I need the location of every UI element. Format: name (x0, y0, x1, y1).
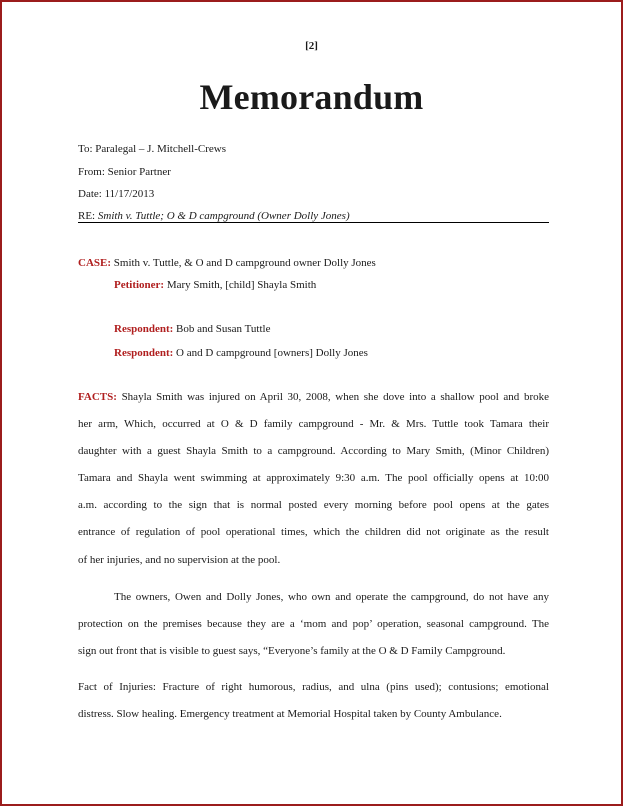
respondent-line-2 (114, 347, 368, 359)
memo-re (78, 210, 350, 222)
owners-text-line: sign out front that is visible to guest says, “Everyone’s family at the O & D Family Campground. (78, 645, 506, 657)
page-number: [2] (305, 40, 318, 52)
header-divider (78, 222, 549, 223)
respondent-line-1 (114, 323, 270, 335)
memo-from: From: Senior Partner (78, 166, 171, 178)
owners-text-line: protection on the premises because they are a ‘mom and pop’ operation, seasonal campground. The (78, 618, 549, 630)
injuries-text-line: Fact of Injuries: Fracture of right humorous, radius, and ulna (pins used); contusions; emotional (78, 681, 549, 693)
respondent-label-1: Respondent: (114, 323, 174, 335)
case-line (78, 257, 376, 269)
case-label: CASE: (78, 257, 112, 269)
memo-title: Memorandum (199, 77, 424, 117)
petitioner-text: Mary Smith, [child] Shayla Smith (164, 279, 317, 291)
facts-text-line: Tamara and Shayla went swimming at approximately 9:30 a.m. The pool officially opens at 10:00 (78, 472, 549, 484)
respondent-label-2: Respondent: (114, 347, 174, 359)
memo-date: Date: 11/17/2013 (78, 188, 155, 200)
respondent-text-1: Bob and Susan Tuttle (173, 323, 271, 335)
owners-text-line: The owners, Owen and Dolly Jones, who own and operate the campground, do not have any (114, 591, 549, 603)
case-text: Smith v. Tuttle, & O and D campground owner Dolly Jones (111, 257, 376, 269)
petitioner-line (114, 279, 316, 291)
facts-text-line: her arm, Which, occurred at O & D family campground - Mr. & Mrs. Tuttle took Tamara their (78, 418, 549, 430)
respondent-text-2: O and D campground [owners] Dolly Jones (173, 347, 368, 359)
facts-text-line: entrance of regulation of pool operational times, which the children did not originate as the result (78, 526, 549, 538)
facts-label: FACTS: (78, 391, 117, 403)
facts-text-line: daughter with a guest Shayla Smith to a campground. According to Mary Smith, (Minor Children) (78, 445, 549, 457)
injuries-text-line: distress. Slow healing. Emergency treatment at Memorial Hospital taken by County Ambulance. (78, 708, 502, 720)
facts-text-line: a.m. according to the sign that is normal posted every morning before pool opens at the gates (78, 499, 549, 511)
re-text: Smith v. Tuttle; O & D campground (Owner Dolly Jones) (97, 210, 350, 222)
facts-text-line: Shayla Smith was injured on April 30, 2008, when she dove into a shallow pool and broke (116, 391, 549, 403)
facts-line (78, 391, 549, 403)
petitioner-label: Petitioner: (114, 279, 165, 291)
memo-to: To: Paralegal – J. Mitchell-Crews (78, 143, 227, 155)
facts-text-line: of her injuries, and no supervision at the pool. (78, 554, 281, 566)
re-label: RE: (78, 210, 96, 222)
